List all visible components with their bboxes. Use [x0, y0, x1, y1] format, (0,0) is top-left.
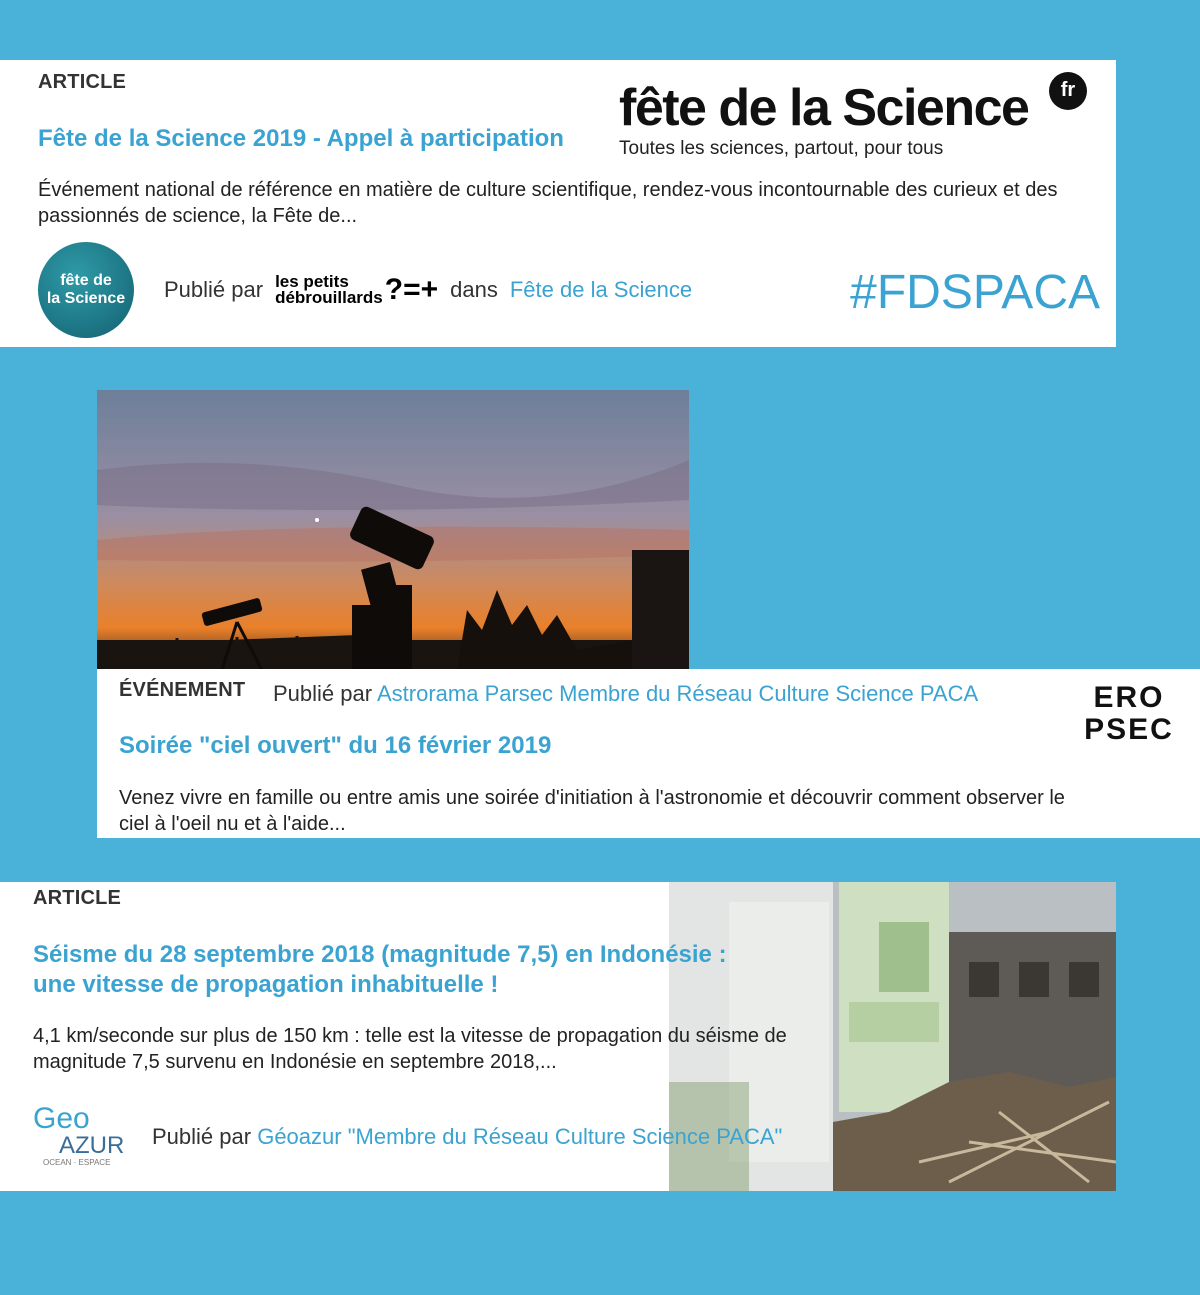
title-line2: une vitesse de propagation inhabituelle !: [33, 971, 499, 998]
sunset-telescope-image: [97, 390, 689, 670]
published-by-label: Publié par: [164, 277, 264, 302]
in-label: dans: [450, 277, 498, 302]
event-excerpt: Venez vivre en famille ou entre amis une soirée d'initiation à l'astronomie et découvrir comment observer le ciel à l'oeil nu et à l'aide...: [119, 787, 1065, 835]
publisher-link[interactable]: Géoazur "Membre du Réseau Culture Science PACA": [257, 1124, 783, 1149]
article-card-seisme[interactable]: [0, 882, 1116, 1191]
geoazur-logo[interactable]: [33, 1104, 133, 1180]
avatar-text-line1: fête de: [60, 272, 112, 289]
logo-line1: ERO: [1093, 681, 1165, 714]
astrorama-parsec-logo[interactable]: [1081, 675, 1177, 753]
article-excerpt: Événement national de référence en matière de culture scientifique, rendez-vous incontournable des curieux et des passionnés de science, la Fête de...: [38, 179, 1058, 227]
article-title-link[interactable]: Fête de la Science 2019 - Appel à participation: [38, 125, 564, 152]
publication-info: [152, 1124, 782, 1150]
title-line1: Séisme du 28 septembre 2018 (magnitude 7,5) en Indonésie :: [33, 941, 727, 968]
publisher-mark-icon: ?=+: [384, 273, 439, 306]
publication-info: [164, 274, 692, 306]
publisher-line1: les petits: [275, 272, 349, 291]
logo-wordmark: fête de la Science: [619, 79, 1029, 137]
article-excerpt: 4,1 km/seconde sur plus de 150 km : telle est la vitesse de propagation du séisme de magnitude 7,5 survenu en Indonésie en septembre 2018,...: [33, 1025, 787, 1073]
published-by-label: Publié par: [152, 1124, 252, 1149]
logo-line2: AZUR: [59, 1132, 125, 1159]
logo-tagline: Toutes les sciences, partout, pour tous: [619, 138, 944, 159]
publisher-link[interactable]: Astrorama Parsec Membre du Réseau Culture Science PACA: [376, 681, 979, 706]
les-petits-debrouillards-logo[interactable]: [275, 274, 438, 306]
event-photo-telescopes-sunset[interactable]: [97, 390, 689, 670]
content-type-tag: ÉVÉNEMENT: [119, 679, 246, 701]
content-type-tag: ARTICLE: [33, 887, 122, 909]
logo-line1: Geo: [33, 1102, 90, 1135]
event-title-link[interactable]: Soirée "ciel ouvert" du 16 février 2019: [119, 732, 552, 759]
hashtag[interactable]: #FDSPACA: [850, 266, 1100, 319]
fete-de-la-science-logo: [619, 79, 1076, 160]
publisher-avatar[interactable]: [38, 242, 134, 338]
logo-line3: OCEAN · ESPACE: [43, 1158, 111, 1167]
publisher-line2: débrouillards: [275, 288, 383, 307]
avatar-text-line2: la Science: [46, 290, 126, 307]
article-title-link[interactable]: [33, 940, 833, 1000]
category-link[interactable]: Fête de la Science: [509, 277, 693, 302]
article-card-fete-science[interactable]: [0, 60, 1116, 347]
content-type-tag: ARTICLE: [38, 71, 127, 93]
event-card-ciel-ouvert[interactable]: [97, 669, 1200, 838]
publication-info: [273, 681, 978, 707]
logo-line2: PSEC: [1084, 713, 1174, 746]
published-by-label: Publié par: [273, 681, 373, 706]
logo-fr-badge: fr: [1049, 72, 1087, 110]
